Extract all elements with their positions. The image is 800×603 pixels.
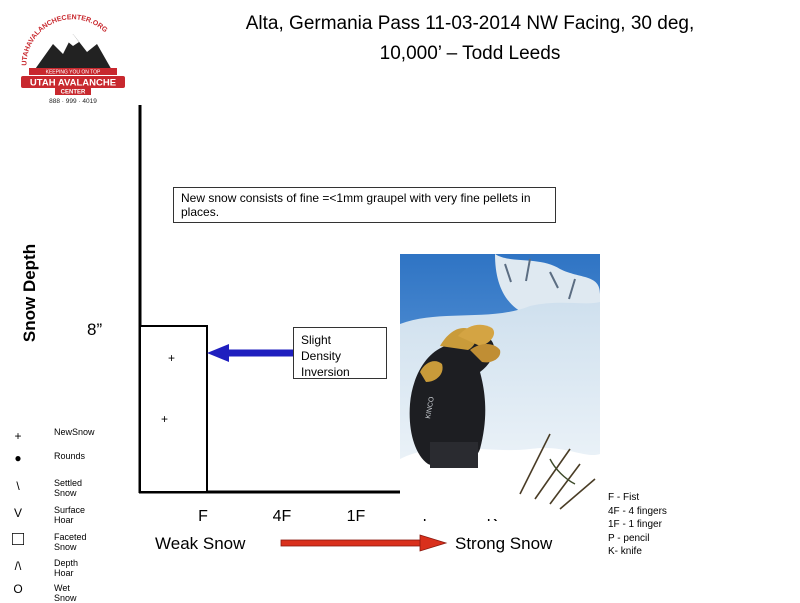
- hardness-key-knife: K- knife: [608, 546, 642, 557]
- title-line-1: Alta, Germania Pass 11-03-2014 NW Facing, 30 deg,: [245, 13, 695, 34]
- weak-to-strong-arrow: [281, 535, 446, 551]
- title-line-2: 10,000’ – Todd Leeds: [379, 43, 561, 64]
- v-icon: V: [13, 506, 22, 520]
- y-axis-label: Snow Depth: [20, 243, 39, 343]
- layer-symbol-lower: +: [161, 412, 169, 426]
- legend-label-faceted-snow: Faceted Snow: [54, 532, 87, 552]
- circle-icon: O: [13, 582, 23, 596]
- hardness-tick-f: F: [198, 508, 208, 525]
- hardness-key-fist: F - Fist: [608, 492, 640, 503]
- logo-arc-text: UTAHAVALANCHECENTER.ORG: [21, 14, 109, 66]
- layer-symbol-upper: +: [168, 351, 176, 365]
- snow-note-text: New snow consists of fine =<1mm graupel with very fine pellets in places.: [181, 191, 531, 219]
- hardness-key-1f: 1F - 1 finger: [608, 519, 662, 530]
- legend-label-settled-snow: Settled Snow: [54, 478, 83, 498]
- glove-in-snow-photo: [400, 254, 600, 519]
- svg-text:KEEPING YOU ON TOP: KEEPING YOU ON TOP: [45, 69, 101, 76]
- hardness-key: [608, 491, 667, 559]
- logo-phone: 888 · 999 · 4019: [49, 98, 97, 105]
- hardness-tick-1f: 1F: [346, 508, 366, 525]
- legend-label-rounds: Rounds: [54, 451, 86, 461]
- hardness-tick-4f: 4F: [272, 508, 292, 525]
- strong-snow-label: Strong Snow: [455, 534, 553, 553]
- legend-label-depth-hoar: Depth Hoar: [54, 558, 79, 578]
- legend-label-wet-snow: Wet Snow: [54, 583, 77, 603]
- snow-note-box: [173, 187, 556, 223]
- legend-label-new-snow: NewSnow: [54, 427, 95, 437]
- density-inversion-arrow: [207, 344, 293, 362]
- density-inversion-callout: Slight Density Inversion: [293, 327, 387, 379]
- square-icon: □: [11, 528, 25, 550]
- svg-text:CENTER: CENTER: [60, 89, 86, 96]
- caret-icon: /\: [14, 559, 22, 573]
- plus-icon: +: [14, 429, 22, 443]
- weak-snow-label: Weak Snow: [155, 534, 246, 553]
- hardness-key-4f: 4F - 4 fingers: [608, 505, 667, 517]
- legend-label-surface-hoar: Surface Hoar: [54, 505, 86, 525]
- hardness-key-pencil: P - pencil: [608, 532, 650, 544]
- glove-brand-text: KINCO: [425, 396, 436, 420]
- dot-icon: ●: [14, 451, 22, 465]
- backslash-icon: \: [16, 479, 20, 493]
- depth-tick-label: 8”: [87, 320, 103, 339]
- logo-banner-text: UTAH AVALANCHE: [29, 77, 117, 89]
